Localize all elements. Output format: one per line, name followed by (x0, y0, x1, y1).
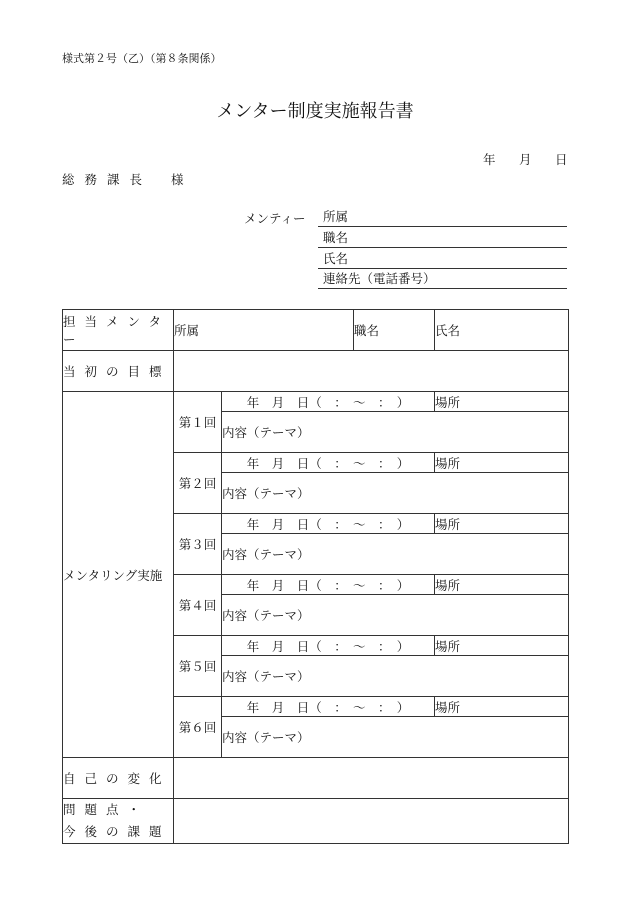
mentor-affiliation-label: 所属 (174, 323, 200, 338)
session-place-label: 場所 (435, 638, 461, 654)
self-change-field[interactable] (174, 758, 569, 799)
session-place-label: 場所 (435, 516, 461, 532)
self-change-label: 自己の変化 (63, 758, 174, 799)
implementation-label: メンタリング実施 (63, 392, 174, 758)
report-table (62, 309, 569, 844)
mentor-label: 担当メンター (63, 310, 174, 351)
mentor-position-label: 職名 (354, 323, 380, 338)
session-datetime-field[interactable]: 年 月 日（ ： ～ ： ） (222, 514, 435, 534)
session-place-field[interactable] (435, 392, 569, 412)
issues-label (63, 799, 174, 844)
mentee-contact-label: 連絡先（電話番号） (323, 271, 436, 286)
date-year-label: 年 (483, 152, 496, 167)
issues-row (63, 799, 569, 844)
session-topic-field[interactable] (222, 412, 569, 453)
session-topic-label: 内容（テーマ） (222, 547, 310, 562)
session-number: 第５回 (174, 636, 222, 697)
session-place-field[interactable] (435, 697, 569, 717)
session-datetime-field[interactable]: 年 月 日（ ： ～ ： ） (222, 392, 435, 412)
mentee-contact-field[interactable] (318, 268, 567, 289)
mentee-name-label: 氏名 (323, 251, 349, 266)
session-topic-field[interactable] (222, 595, 569, 636)
form-number: 様式第２号（乙）（第８条関係） (62, 52, 222, 65)
mentor-position-field[interactable] (354, 310, 435, 351)
session-datetime-field[interactable]: 年 月 日（ ： ～ ： ） (222, 697, 435, 717)
session-topic-field[interactable] (222, 534, 569, 575)
session-topic-field[interactable] (222, 656, 569, 697)
goal-field[interactable] (174, 351, 569, 392)
issues-label-line-2: 今後の課題 (63, 824, 171, 839)
self-change-row (63, 758, 569, 799)
session-datetime-field[interactable]: 年 月 日（ ： ～ ： ） (222, 575, 435, 595)
session-datetime-field[interactable]: 年 月 日（ ： ～ ： ） (222, 636, 435, 656)
session-number: 第４回 (174, 575, 222, 636)
mentee-name-field[interactable] (318, 248, 567, 269)
mentee-position-label: 職名 (323, 230, 349, 245)
session-number: 第１回 (174, 392, 222, 453)
goal-label: 当初の目標 (63, 351, 174, 392)
session-number: 第２回 (174, 453, 222, 514)
mentor-name-label: 氏名 (435, 323, 461, 338)
session-datetime-row (63, 392, 569, 412)
session-place-field[interactable] (435, 514, 569, 534)
session-place-field[interactable] (435, 575, 569, 595)
mentee-position-field[interactable] (318, 227, 567, 248)
session-number: 第６回 (174, 697, 222, 758)
session-place-label: 場所 (435, 394, 461, 410)
mentor-name-field[interactable] (435, 310, 569, 351)
session-number: 第３回 (174, 514, 222, 575)
addressee-name: 総務課長 (62, 172, 153, 187)
session-topic-label: 内容（テーマ） (222, 425, 310, 440)
session-place-field[interactable] (435, 453, 569, 473)
session-place-label: 場所 (435, 577, 461, 593)
session-place-field[interactable] (435, 636, 569, 656)
mentor-affiliation-field[interactable] (174, 310, 354, 351)
issues-label-line-1: 問題点・ (63, 802, 150, 817)
mentee-affiliation-field[interactable] (318, 206, 567, 227)
session-datetime-field[interactable]: 年 月 日（ ： ～ ： ） (222, 453, 435, 473)
issues-field[interactable] (174, 799, 569, 844)
addressee-honorific: 様 (171, 172, 184, 187)
page-title: メンター制度実施報告書 (216, 101, 414, 122)
mentee-label: メンティー (244, 211, 306, 226)
goal-row (63, 351, 569, 392)
session-topic-label: 内容（テーマ） (222, 608, 310, 623)
date-month-label: 月 (519, 152, 532, 167)
session-topic-label: 内容（テーマ） (222, 486, 310, 501)
date-day-label: 日 (555, 152, 568, 167)
session-topic-label: 内容（テーマ） (222, 730, 310, 745)
mentee-affiliation-label: 所属 (323, 209, 349, 224)
session-topic-label: 内容（テーマ） (222, 669, 310, 684)
session-place-label: 場所 (435, 699, 461, 715)
session-topic-field[interactable] (222, 473, 569, 514)
session-topic-field[interactable] (222, 717, 569, 758)
mentor-row (63, 310, 569, 351)
session-place-label: 場所 (435, 455, 461, 471)
